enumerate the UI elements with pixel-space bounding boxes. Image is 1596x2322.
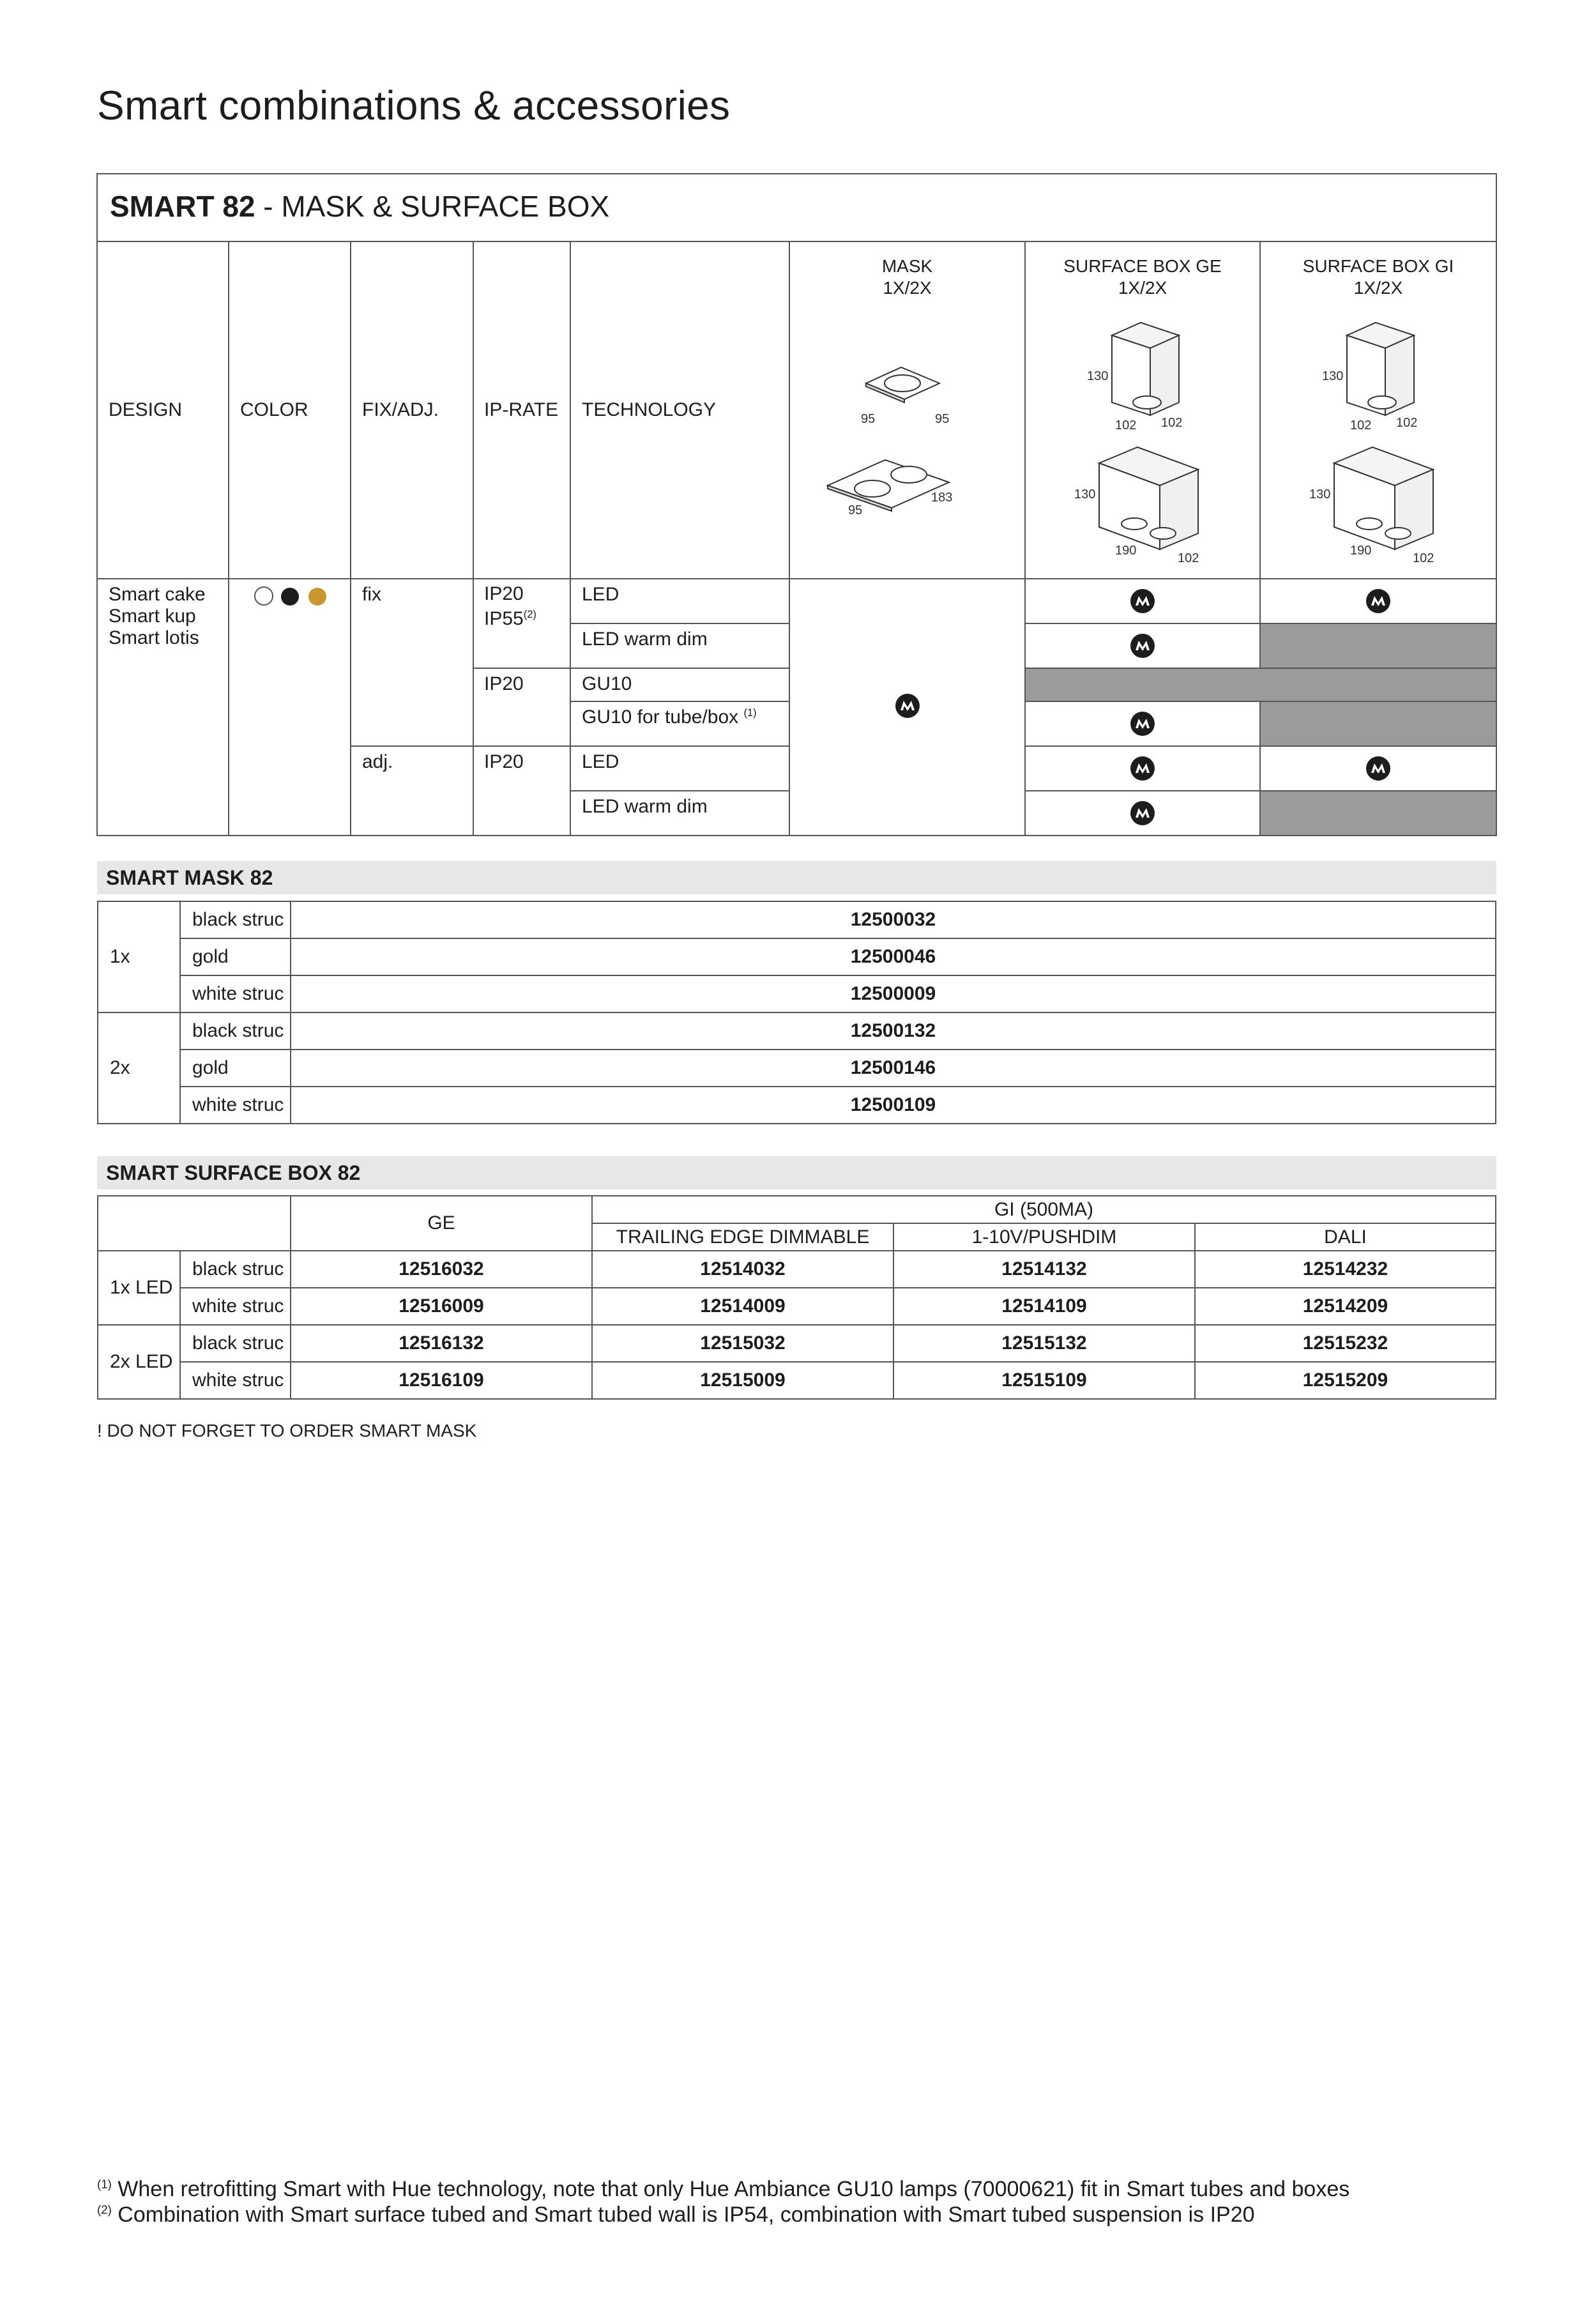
- modular-logo-icon: [1365, 588, 1391, 614]
- table-row: [98, 1325, 1496, 1362]
- header-technology: TECHNOLOGY: [582, 399, 717, 420]
- col-header-gi: GI (500MA): [592, 1196, 1496, 1223]
- col-header-ge: GE: [291, 1196, 592, 1251]
- tech-led-adj: LED: [582, 751, 619, 772]
- color-swatch-black: [281, 588, 299, 606]
- article-code: 12514109: [893, 1288, 1195, 1325]
- tech-led: LED: [582, 584, 619, 605]
- modular-logo-icon: [1130, 633, 1155, 659]
- article-code: 12514232: [1195, 1251, 1496, 1288]
- article-code: 12515032: [592, 1325, 893, 1362]
- article-code: 12515209: [1195, 1362, 1496, 1399]
- surface-box-ge-1x-drawing: [1112, 323, 1179, 415]
- dim-label: 130: [1074, 487, 1096, 501]
- article-code: 12514209: [1195, 1288, 1496, 1325]
- table1-title: SMART 82 - MASK & SURFACE BOX: [110, 190, 610, 223]
- dim-label: 102: [1413, 551, 1434, 565]
- table-row: [98, 1251, 1496, 1288]
- finish-label: black struc: [180, 1251, 291, 1288]
- article-code: 12500109: [291, 1087, 1496, 1124]
- header-fix-adj: FIX/ADJ.: [362, 399, 439, 420]
- article-code: 12515009: [592, 1362, 893, 1399]
- dim-label: 95: [861, 412, 876, 426]
- header-surface-box-ge: SURFACE BOX GE 1X/2X: [1063, 256, 1222, 298]
- dim-label: 190: [1115, 544, 1137, 558]
- color-swatch-white: [254, 586, 273, 606]
- dim-label: 102: [1161, 416, 1183, 430]
- tech-gu10: GU10: [582, 673, 632, 694]
- col-header-trailing-edge: TRAILING EDGE DIMMABLE: [592, 1223, 893, 1251]
- article-code: 12516132: [291, 1325, 592, 1362]
- table-row: [98, 1050, 1496, 1087]
- article-code: 12515132: [893, 1325, 1195, 1362]
- unavailable-cell: [1261, 791, 1496, 835]
- table-header-row: [98, 1196, 1496, 1223]
- section-title-mask: SMART MASK 82: [97, 861, 1496, 894]
- color-swatch-gold: [308, 588, 326, 606]
- finish-label: black struc: [180, 1012, 291, 1050]
- finish-label: gold: [180, 1050, 291, 1087]
- header-mask: MASK 1X/2X: [881, 256, 933, 298]
- unavailable-cell: [1026, 669, 1496, 701]
- section-title-surface-box: SMART SURFACE BOX 82: [97, 1156, 1496, 1189]
- article-code: 12500009: [291, 975, 1496, 1012]
- footnote-2: $^{(2)}$ Combination with Smart surface tubed and Smart tubed wall is IP54, combination with Smart tubed suspension is IP20: [97, 2203, 1255, 2227]
- surface-group-label: 1x LED: [98, 1251, 180, 1325]
- surface-box-ge-2x-drawing: [1099, 447, 1198, 549]
- tech-led-warm-dim: LED warm dim: [582, 629, 708, 650]
- dim-label: 190: [1350, 544, 1372, 558]
- article-code: 12516009: [291, 1288, 592, 1325]
- table-row: [98, 938, 1496, 975]
- dim-label: 130: [1322, 369, 1344, 383]
- ip-rate-adj: IP20: [484, 751, 524, 772]
- surface-group-label: 2x LED: [98, 1325, 180, 1399]
- header-color: COLOR: [240, 399, 308, 420]
- fix-label: fix: [362, 584, 381, 605]
- article-code: 12500032: [291, 901, 1496, 938]
- product-drawings: [789, 307, 1496, 575]
- mask-group-label: 2x: [98, 1012, 180, 1124]
- surface-box-gi-2x-drawing: [1334, 447, 1433, 549]
- article-code: 12500046: [291, 938, 1496, 975]
- modular-logo-icon: [1130, 800, 1155, 826]
- design-list: Smart cake Smart kup Smart lotis: [109, 584, 206, 648]
- finish-label: black struc: [180, 1325, 291, 1362]
- article-code: 12514032: [592, 1251, 893, 1288]
- table-row: [98, 1362, 1496, 1399]
- ip-rate-fix-led: IP20 IP55$^{(2)}$: [484, 583, 536, 629]
- footnote-1: $^{(1)}$ When retrofitting Smart with Hue technology, note that only Hue Ambiance GU10 lamps (70000621) fit in Smart tubes and boxes: [97, 2177, 1350, 2201]
- surface-box-table: [97, 1195, 1496, 1400]
- col-header-1-10v: 1-10V/PUSHDIM: [893, 1223, 1195, 1251]
- modular-logo-icon: [1130, 756, 1155, 781]
- dim-label: 183: [931, 491, 953, 505]
- ip-rate-fix-gu10: IP20: [484, 673, 524, 694]
- finish-label: white struc: [180, 1362, 291, 1399]
- col-header-dali: DALI: [1195, 1223, 1496, 1251]
- article-code: 12515232: [1195, 1325, 1496, 1362]
- tech-gu10-tube-box: GU10 for tube/box $^{(1)}$: [582, 707, 757, 728]
- article-code: 12500132: [291, 1012, 1496, 1050]
- adj-label: adj.: [362, 751, 393, 772]
- header-surface-box-gi: SURFACE BOX GI 1X/2X: [1302, 256, 1454, 298]
- modular-logo-icon: [1130, 588, 1155, 614]
- article-code: 12500146: [291, 1050, 1496, 1087]
- color-swatches: [254, 586, 326, 609]
- unavailable-cell: [1261, 624, 1496, 668]
- modular-logo-icon: [1365, 756, 1391, 781]
- mask-1x-drawing: [866, 367, 939, 402]
- article-code: 12515109: [893, 1362, 1195, 1399]
- table-row: [98, 1087, 1496, 1124]
- article-code: 12514132: [893, 1251, 1195, 1288]
- dim-label: 95: [848, 503, 863, 517]
- finish-label: white struc: [180, 1087, 291, 1124]
- finish-label: black struc: [180, 901, 291, 938]
- table-row: [98, 1288, 1496, 1325]
- dim-label: 130: [1087, 369, 1109, 383]
- header-design: DESIGN: [109, 399, 183, 420]
- table-row: [98, 901, 1496, 938]
- article-code: 12516109: [291, 1362, 592, 1399]
- article-code: 12516032: [291, 1251, 592, 1288]
- dim-label: 95: [935, 412, 950, 426]
- finish-label: white struc: [180, 975, 291, 1012]
- page-title: Smart combinations & accessories: [97, 82, 731, 128]
- tech-led-warm-dim-adj: LED warm dim: [582, 796, 708, 817]
- modular-logo-icon: [1130, 711, 1155, 737]
- mask-group-label: 1x: [98, 901, 180, 1012]
- finish-label: gold: [180, 938, 291, 975]
- surface-box-gi-1x-drawing: [1347, 323, 1414, 415]
- unavailable-cell: [1261, 702, 1496, 745]
- modular-logo-icon: [895, 693, 920, 719]
- order-note: ! DO NOT FORGET TO ORDER SMART MASK: [97, 1421, 477, 1440]
- table-row: [98, 975, 1496, 1012]
- article-code: 12514009: [592, 1288, 893, 1325]
- dim-label: 102: [1396, 416, 1418, 430]
- dim-label: 102: [1178, 551, 1199, 565]
- dim-label: 130: [1309, 487, 1331, 501]
- dim-label: 102: [1115, 418, 1137, 432]
- dim-label: 102: [1350, 418, 1372, 432]
- header-ip-rate: IP-RATE: [484, 399, 559, 420]
- mask-table: [97, 901, 1496, 1124]
- finish-label: white struc: [180, 1288, 291, 1325]
- table-row: [98, 1012, 1496, 1050]
